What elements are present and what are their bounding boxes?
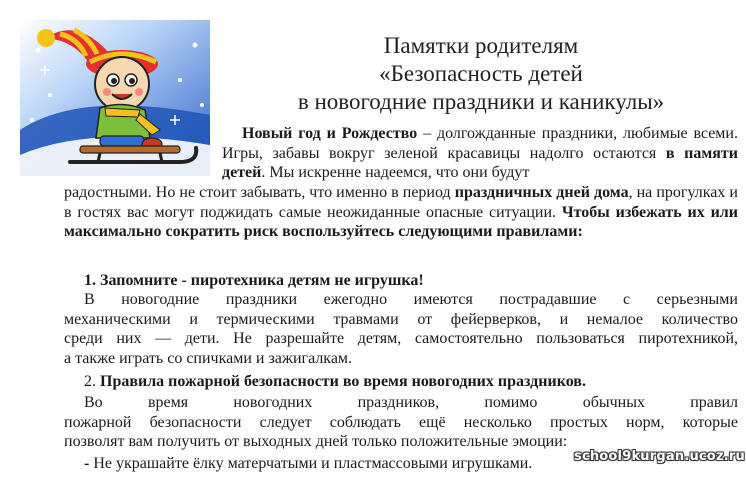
bullet-dash: - xyxy=(84,455,94,472)
intro-text-2: . Мы искренне надеемся, что они будут xyxy=(261,164,530,181)
intro-continuation-paragraph xyxy=(64,183,738,242)
intro-text-1: – долгожданные праздники, любимые всеми. Игры, забавы вокруг зеленой красавицы надолго остаются xyxy=(222,125,738,162)
rule-2-bullet-text: Не украшайте ёлку матерчатыми и пластмассовыми игрушками. xyxy=(93,455,533,472)
intro2-text-2: , на прогулках и в гостях вас могут поджидать самые неожиданные опасные ситуации. xyxy=(64,184,738,221)
intro-paragraph xyxy=(222,124,738,183)
rule-2-bullet-item xyxy=(84,454,532,474)
intro-bold-memory: в памяти детей xyxy=(222,144,738,181)
rule-1-heading-text: 1. Запомните - пиротехника детям не игрушка! xyxy=(84,272,424,289)
rule-2-line-1: Во время новогодних праздников, помимо обычных правил xyxy=(84,394,738,411)
rule-2-heading-text: Правила пожарной безопасности во время новогодних праздников. xyxy=(100,373,586,390)
title-line-2: «Безопасность детей xyxy=(379,61,583,86)
rule-2-line-3: позволят вам получить от выходных дней только положительные эмоции: xyxy=(64,433,568,450)
intro2-bold-rules-call: Чтобы избежать их или максимально сократить риск воспользуйтесь следующими правилами: xyxy=(64,203,739,240)
rule-2-line-2: пожарной безопасности следует соблюдать ещё несколько простых норм, которые xyxy=(64,414,738,431)
intro-bold-new-year: Новый год и Рождество xyxy=(242,125,418,142)
rule-1-line-2: механическими и термическими травмами от фейерверков, и немалое количество xyxy=(64,311,738,328)
page-title xyxy=(236,32,726,116)
site-watermark: school9kurgan.ucoz.ru xyxy=(574,449,745,464)
rule-1-line-1: В новогодние праздники ежегодно имеются пострадавшие с серьезными xyxy=(84,291,738,308)
rule-2-heading xyxy=(84,372,586,392)
title-line-3: в новогодние праздники и каникулы» xyxy=(297,89,665,114)
title-line-1: Памятки родителям xyxy=(383,33,579,58)
rule-1-line-3: среди них — дети. Не разрешайте детям, самостоятельно пользоваться пиротехникой, xyxy=(64,330,738,347)
rule-2-number: 2. xyxy=(84,373,100,390)
intro2-text-1: радостными. Но не стоит забывать, что именно в период xyxy=(64,184,455,201)
child-on-sled-illustration xyxy=(20,20,210,176)
intro2-bold-holidays: праздничных дней дома xyxy=(454,184,629,201)
rule-1-heading xyxy=(84,271,424,291)
rule-1-line-4: а также играть со спичками и зажигалкам. xyxy=(64,350,353,367)
